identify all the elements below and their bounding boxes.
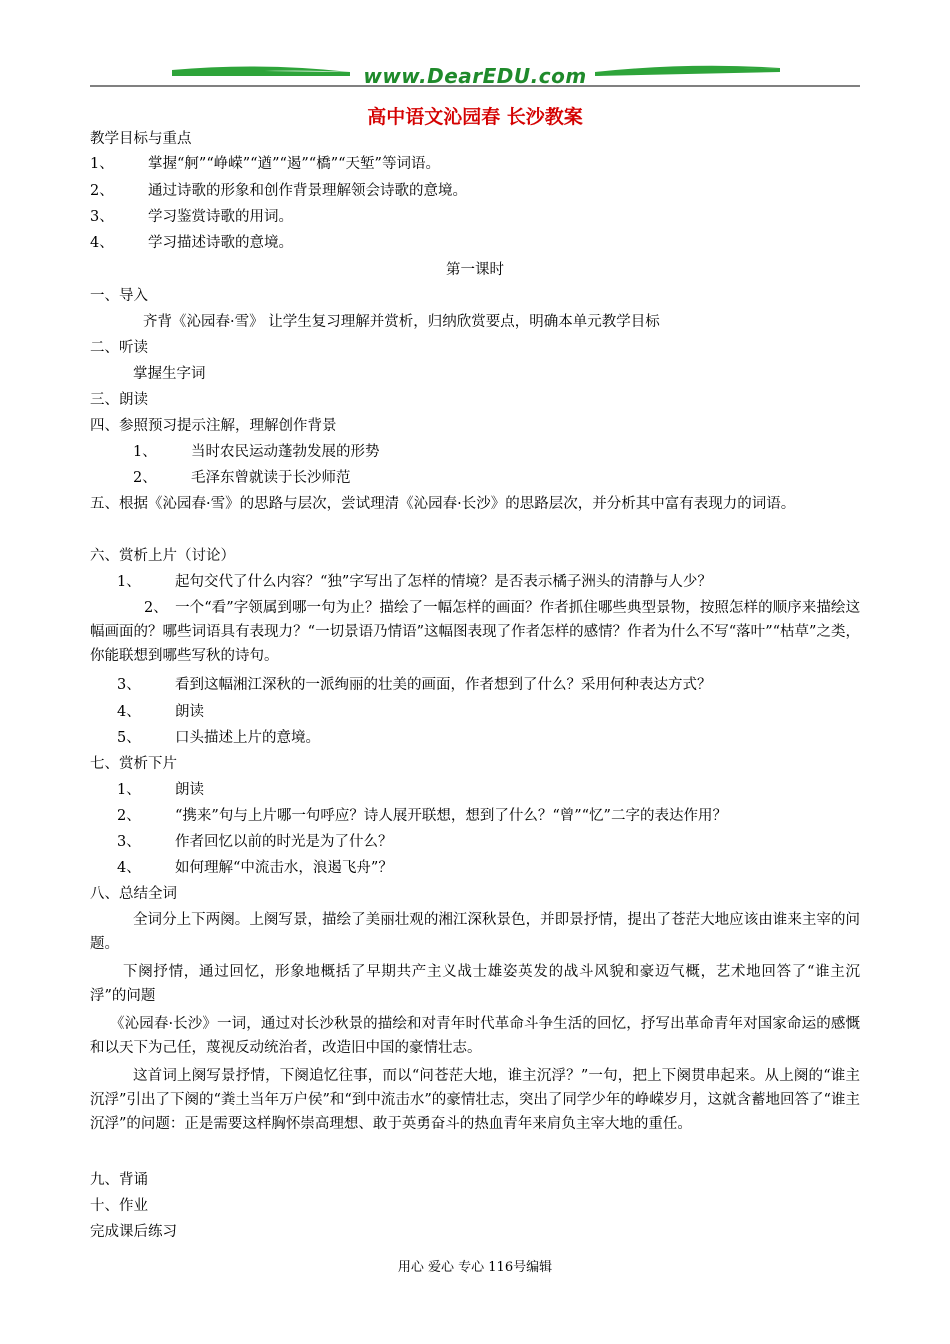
section-heading: 六、赏析上片（讨论） <box>90 548 235 564</box>
section-text: 掌握生字词 <box>133 366 206 382</box>
summary-paragraph: 全词分上下两阕。上阕写景，描绘了美丽壮观的湘江深秋景色，并即景抒情，提出了苍茫大地应该由谁来主宰的问题。 <box>90 912 860 952</box>
list-item: 3、 作者回忆以前的时光是为了什么？ <box>117 834 393 850</box>
goal-item: 3、 学习鉴赏诗歌的用词。 <box>90 209 293 225</box>
goal-item: 2、 通过诗歌的形象和创作背景理解领会诗歌的意境。 <box>90 183 467 199</box>
section-heading: 七、赏析下片 <box>90 756 177 772</box>
list-item: 2、 一个“看”字领属到哪一句为止？描绘了一幅怎样的画面？作者抓住哪些典型景物，按照怎样的顺序来描绘这幅画面的？哪些词语具有表现力？“一切景语乃情语”这幅图表现了作者怎样的感情？作者为什么不写“落叶”“枯草”之类，你能联想到哪些写秋的诗句。 <box>90 600 860 664</box>
list-item: 1、 朗读 <box>117 782 204 798</box>
list-item: 1、 当时农民运动蓬勃发展的形势 <box>133 444 380 460</box>
summary-paragraph: 《沁园春·长沙》一词，通过对长沙秋景的描绘和对青年时代革命斗争生活的回忆，抒写出革命青年对国家命运的感慨和以天下为己任，蔑视反动统治者，改造旧中国的豪情壮志。 <box>90 1016 860 1056</box>
section-heading: 三、朗读 <box>90 392 148 408</box>
list-item: 2、 “携来”句与上片哪一句呼应？诗人展开联想，想到了什么？“曾”“忆”二字的表达作用？ <box>117 808 727 824</box>
site-url-logo: www.DearEDU.com <box>363 64 587 88</box>
section-heading: 一、导入 <box>90 288 148 304</box>
list-item: 5、 口头描述上片的意境。 <box>117 730 320 746</box>
section-paragraph: 五、根据《沁园春·雪》的思路与层次，尝试理清《沁园春·长沙》的思路层次，并分析其中富有表现力的词语。 <box>90 496 796 512</box>
section-heading: 四、参照预习提示注解，理解创作背景 <box>90 418 337 434</box>
summary-paragraph: 这首词上阕写景抒情，下阕追忆往事，而以“问苍茫大地，谁主沉浮？”一句，把上下阕贯串起来。从上阕的“谁主沉浮”引出了下阕的“粪土当年万户侯”和“到中流击水”的豪情壮志，突出了同学少年的峥嵘岁月，这就含蓄地回答了“谁主沉浮”的问题：正是需要这样胸怀崇高理想、敢于英勇奋斗的热血青年来肩负主宰大地的重任。 <box>90 1068 860 1132</box>
goal-item: 1、 掌握“舸”“峥嵘”“遒”“遏”“橋”“天堑”等词语。 <box>90 156 440 172</box>
section-heading: 二、听读 <box>90 340 148 356</box>
goal-item: 4、 学习描述诗歌的意境。 <box>90 235 293 251</box>
section-heading: 九、背诵 <box>90 1172 148 1188</box>
site-logo-banner <box>90 58 860 98</box>
summary-paragraph: 下阕抒情，通过回忆，形象地概括了早期共产主义战士雄姿英发的战斗风貌和豪迈气概，艺术地回答了“谁主沉浮”的问题 <box>90 964 860 1004</box>
list-item: 2、 毛泽东曾就读于长沙师范 <box>133 470 351 486</box>
section-text: 完成课后练习 <box>90 1224 177 1240</box>
page-footer: 用心 爱心 专心 116号编辑 <box>397 1260 553 1275</box>
list-item: 4、 朗读 <box>117 704 204 720</box>
section-heading: 十、作业 <box>90 1198 148 1214</box>
section-text: 齐背《沁园春·雪》 让学生复习理解并赏析，归纳欣赏要点，明确本单元教学目标 <box>143 314 660 330</box>
list-item: 3、 看到这幅湘江深秋的一派绚丽的壮美的画面，作者想到了什么？采用何种表达方式？ <box>117 677 712 693</box>
list-item: 4、 如何理解“中流击水，浪遏飞舟”？ <box>117 860 393 876</box>
section-heading: 八、总结全词 <box>90 886 177 902</box>
lesson-heading: 第一课时 <box>446 262 504 278</box>
list-item: 1、 起句交代了什么内容？“独”字写出了怎样的情境？是否表示橘子洲头的清静与人少？ <box>117 574 712 590</box>
goals-heading: 教学目标与重点 <box>90 131 192 147</box>
page-title: 高中语文沁园春 长沙教案 <box>367 106 583 128</box>
